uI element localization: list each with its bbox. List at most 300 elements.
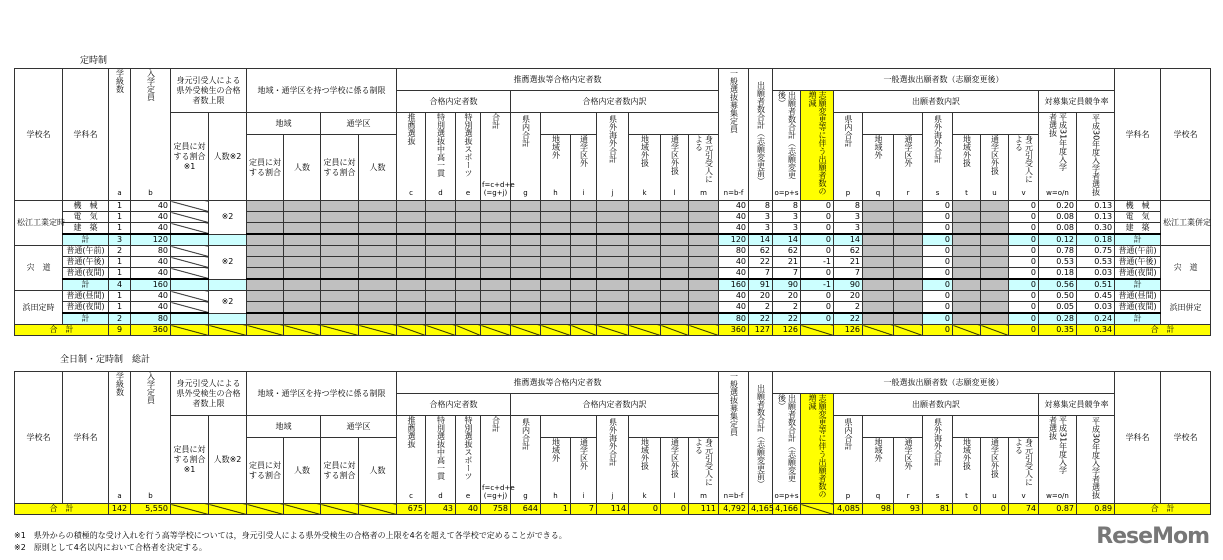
- cell-note: ※2: [209, 201, 247, 235]
- cell-b: 40: [131, 257, 171, 268]
- header-in-pref: [511, 416, 541, 504]
- empty-cell: [481, 302, 511, 314]
- cell-v: 74: [1009, 504, 1039, 515]
- header-area-limit: [247, 372, 397, 416]
- empty-cell: [456, 257, 481, 268]
- header-label: 学科名: [73, 129, 98, 139]
- cell-n: 40: [719, 212, 749, 223]
- empty-cell: [511, 201, 541, 212]
- header-label: 出願者数内訳: [912, 399, 961, 409]
- empty-cell: [894, 291, 923, 302]
- header-label: 地域外扱: [962, 135, 972, 167]
- cell-w: 0.05: [1039, 302, 1077, 314]
- header-dept: [1115, 69, 1161, 201]
- empty-cell: [953, 212, 981, 223]
- cell-diff: 0: [801, 313, 834, 325]
- empty-cell: [629, 223, 661, 235]
- cell-a: 2: [109, 246, 131, 257]
- header-label: 地域: [275, 118, 292, 128]
- column-letter: b: [148, 189, 153, 197]
- header-area: [247, 416, 321, 438]
- cell-n: 120: [719, 234, 749, 246]
- empty-cell: [661, 268, 689, 280]
- cell-a: 1: [109, 268, 131, 280]
- empty-cell: [689, 223, 719, 235]
- column-letter: r: [906, 189, 910, 197]
- cell-diff: -1: [801, 279, 834, 291]
- cell-v: 0: [1009, 268, 1039, 280]
- slash-cell: [284, 504, 321, 515]
- column-letter: w=o/n: [1046, 189, 1069, 197]
- slash-cell: [894, 325, 923, 336]
- header-change: [801, 394, 834, 504]
- header-label: 学科名: [1125, 432, 1150, 442]
- empty-cell: [541, 201, 571, 212]
- empty-cell: [863, 302, 894, 314]
- empty-cell: [284, 302, 321, 314]
- cell-r30: 0.13: [1077, 201, 1115, 212]
- empty-cell: [321, 234, 359, 246]
- cell-w: 0.53: [1039, 257, 1077, 268]
- cell-s: 0: [923, 279, 953, 291]
- empty-cell: [597, 268, 629, 280]
- header-label: 出願者数合計（志願変更前）: [756, 384, 766, 488]
- cell-pre: 7: [749, 268, 773, 280]
- header-guarantor: [689, 438, 719, 504]
- header-label: 入学定員: [146, 372, 156, 404]
- empty-cell: [571, 291, 597, 302]
- header-label: 出願者数合計（志願変更後）: [777, 91, 797, 179]
- header-label: 特別選抜中高一貫: [436, 416, 446, 480]
- empty-cell: [541, 257, 571, 268]
- cell-school: 宍 道: [15, 246, 63, 291]
- empty-cell: [629, 302, 661, 314]
- empty-cell: [511, 246, 541, 257]
- header-label: 県外海外合計: [933, 418, 943, 466]
- empty-cell: [456, 279, 481, 291]
- header-dept: [63, 69, 109, 201]
- cell-o: 20: [773, 291, 801, 302]
- header-general-cap: [719, 372, 749, 504]
- slash-cell: [397, 325, 426, 336]
- header-guarantor: [689, 135, 719, 201]
- header-guarantor: [1009, 135, 1039, 201]
- column-letter: q: [875, 492, 881, 500]
- empty-cell: [689, 268, 719, 280]
- header-count2: [209, 113, 247, 201]
- header-label: 通学区外: [579, 438, 589, 470]
- empty-cell: [426, 201, 456, 212]
- header-label: 合格内定者数: [429, 399, 478, 409]
- empty-cell: [894, 313, 923, 325]
- header-area-limit: [247, 69, 397, 113]
- cell-o: 8: [773, 201, 801, 212]
- empty-cell: [661, 246, 689, 257]
- cell-n: 160: [719, 279, 749, 291]
- header-school: [15, 69, 63, 201]
- header-area-out: [629, 135, 661, 201]
- empty-cell: [511, 223, 541, 235]
- header-ratio-title: [1039, 91, 1115, 113]
- empty-cell: [359, 279, 397, 291]
- cell-r30: 0.13: [1077, 212, 1115, 223]
- header-blank: [541, 113, 597, 135]
- empty-cell: [284, 234, 321, 246]
- empty-cell: [359, 234, 397, 246]
- cell-w: 0.56: [1039, 279, 1077, 291]
- table-row: [15, 212, 1211, 223]
- empty-cell: [541, 279, 571, 291]
- cell-p: 2: [834, 302, 863, 314]
- column-letter: w=o/n: [1046, 492, 1069, 500]
- header-area-ratio: [321, 438, 359, 504]
- header-dept: [63, 372, 109, 504]
- empty-cell: [426, 313, 456, 325]
- header-label: 地域外扱: [962, 438, 972, 470]
- section-title-grand-total: 全日制・定時制 総計: [60, 355, 151, 365]
- cell-pre: 91: [749, 279, 773, 291]
- header-label: 通学区外: [579, 135, 589, 167]
- empty-cell: [689, 302, 719, 314]
- header-label: 定員に対する割合: [249, 460, 281, 480]
- cell-b: 40: [131, 201, 171, 212]
- header-count2: [209, 416, 247, 504]
- empty-cell: [541, 268, 571, 280]
- header-label: 県外海外合計: [608, 115, 618, 163]
- header-district: [321, 416, 397, 438]
- cell-dept: 計: [63, 313, 109, 325]
- cell-dept: 機 械: [63, 201, 109, 212]
- empty-cell: [953, 279, 981, 291]
- header-label: 人数※2: [213, 454, 242, 464]
- empty-cell: [481, 257, 511, 268]
- empty-cell: [426, 268, 456, 280]
- empty-cell: [571, 246, 597, 257]
- cell-diff: 0: [801, 234, 834, 246]
- header-label: 推薦選抜等合格内定者数: [513, 377, 602, 387]
- header-school: [1161, 372, 1211, 504]
- header-label: 人数: [369, 465, 386, 475]
- column-letter: e: [465, 189, 471, 197]
- empty-cell: [689, 246, 719, 257]
- header-gen-title: [773, 372, 1115, 394]
- header-h30: [1077, 113, 1115, 201]
- header-dept: [1115, 372, 1161, 504]
- empty-cell: [953, 234, 981, 246]
- slash-cell: [953, 325, 981, 336]
- header-out-pref: [923, 416, 953, 504]
- header-label: 通学区外扱: [670, 438, 680, 478]
- header-out-district: [571, 135, 597, 201]
- cell-r30: 0.18: [1077, 234, 1115, 246]
- cell-dept: 計: [63, 234, 109, 246]
- empty-cell: [209, 234, 247, 246]
- empty-cell: [247, 223, 284, 235]
- empty-cell: [597, 313, 629, 325]
- cell-b: 160: [131, 279, 171, 291]
- column-letter: c: [409, 189, 413, 197]
- cell-s: 0: [923, 234, 953, 246]
- header-blank: [953, 416, 1039, 438]
- header-label: 地域・通学区を持つ学校に係る制限: [257, 388, 386, 398]
- header-out-area: [863, 438, 894, 504]
- header-label: 通学区: [346, 118, 371, 128]
- cell-n: 360: [719, 325, 749, 336]
- cell-n: 80: [719, 313, 749, 325]
- slash-cell: [863, 325, 894, 336]
- empty-cell: [284, 291, 321, 302]
- empty-cell: [597, 212, 629, 223]
- cell-school_right: 松江工業併定: [1161, 201, 1211, 246]
- table-row: [15, 291, 1211, 302]
- header-rec: [397, 416, 426, 504]
- empty-cell: [863, 279, 894, 291]
- slash-cell: [597, 325, 629, 336]
- empty-cell: [247, 268, 284, 280]
- column-letter: t: [965, 492, 968, 500]
- empty-cell: [894, 212, 923, 223]
- cell-a: 4: [109, 279, 131, 291]
- empty-cell: [981, 234, 1009, 246]
- cell-dept: 普通(午前): [1115, 246, 1161, 257]
- column-letter: j: [611, 492, 614, 500]
- cell-r30: 0.30: [1077, 223, 1115, 235]
- empty-cell: [689, 234, 719, 246]
- column-letter: u: [992, 492, 997, 500]
- slash-cell: [171, 504, 209, 515]
- cell-p: 4,085: [834, 504, 863, 515]
- column-letter: m: [700, 189, 707, 197]
- header-district: [321, 113, 397, 135]
- empty-cell: [321, 212, 359, 223]
- column-letter: q: [875, 189, 881, 197]
- empty-cell: [953, 201, 981, 212]
- header-label: 特別選抜スポーツ: [464, 113, 473, 177]
- cell-d: 43: [426, 504, 456, 515]
- empty-cell: [661, 212, 689, 223]
- header-label: 通学区外扱: [670, 135, 680, 175]
- cell-v: 0: [1009, 291, 1039, 302]
- empty-cell: [571, 234, 597, 246]
- empty-cell: [359, 313, 397, 325]
- cell-a: 1: [109, 257, 131, 268]
- column-letter: a: [117, 492, 122, 500]
- empty-cell: [689, 279, 719, 291]
- cell-o: 2: [773, 302, 801, 314]
- empty-cell: [456, 313, 481, 325]
- table-row: [15, 268, 1211, 280]
- empty-cell: [456, 223, 481, 235]
- header-rec-count: [397, 91, 511, 113]
- empty-cell: [511, 234, 541, 246]
- header-guarantor: [1009, 438, 1039, 504]
- empty-cell: [661, 291, 689, 302]
- empty-cell: [481, 201, 511, 212]
- cell-p: 21: [834, 257, 863, 268]
- cell-n: 40: [719, 302, 749, 314]
- header-label: 県内合計: [521, 418, 531, 450]
- empty-cell: [511, 279, 541, 291]
- header-blank: [541, 416, 597, 438]
- empty-cell: [426, 291, 456, 302]
- empty-cell: [863, 257, 894, 268]
- empty-cell: [284, 201, 321, 212]
- header-out-district: [571, 438, 597, 504]
- empty-cell: [863, 234, 894, 246]
- cell-e: 40: [456, 504, 481, 515]
- empty-cell: [541, 302, 571, 314]
- slash-cell: [661, 325, 689, 336]
- cell-p: 7: [834, 268, 863, 280]
- empty-cell: [629, 313, 661, 325]
- cell-v: 0: [1009, 313, 1039, 325]
- column-letter: p: [845, 492, 851, 500]
- header-ratio1: [171, 416, 209, 504]
- header-label: 定員に対する割合※1: [173, 141, 206, 171]
- column-letter: o=p+s: [774, 189, 799, 197]
- cell-w: 0.50: [1039, 291, 1077, 302]
- empty-cell: [629, 257, 661, 268]
- cell-r30: 0.45: [1077, 291, 1115, 302]
- cell-diff: 0: [801, 223, 834, 235]
- cell-w: 0.35: [1039, 325, 1077, 336]
- header-label: 出願者数内訳: [912, 96, 961, 106]
- header-label: 合格内定者数内訳: [582, 96, 647, 106]
- empty-cell: [953, 291, 981, 302]
- header-rec-title: [397, 372, 719, 394]
- empty-cell: [571, 212, 597, 223]
- header-gen-title: [773, 69, 1115, 91]
- slash-cell: [247, 325, 284, 336]
- cell-label: 合 計: [15, 504, 109, 515]
- cell-s: 0: [923, 291, 953, 302]
- header-label: 推薦選抜: [407, 416, 416, 448]
- header-label: 地域外: [551, 438, 561, 462]
- header-area-count: [359, 438, 397, 504]
- empty-cell: [597, 223, 629, 235]
- header-district-out: [981, 135, 1009, 201]
- cell-w: 0.78: [1039, 246, 1077, 257]
- empty-cell: [359, 246, 397, 257]
- table-row: [15, 201, 1211, 212]
- cell-o: 7: [773, 268, 801, 280]
- column-letter: d: [438, 189, 443, 197]
- empty-cell: [456, 212, 481, 223]
- header-label: 志願変更等に伴う出願者数の増減: [808, 91, 828, 195]
- empty-cell: [571, 313, 597, 325]
- cell-r30: 0.24: [1077, 313, 1115, 325]
- cell-r30: 0.75: [1077, 246, 1115, 257]
- header-label: 地域外扱: [640, 135, 650, 167]
- slash-cell: [629, 325, 661, 336]
- empty-cell: [981, 279, 1009, 291]
- table-row: [15, 257, 1211, 268]
- cell-v: 0: [1009, 257, 1039, 268]
- header-general-cap: [719, 69, 749, 201]
- column-letter: l: [673, 492, 676, 500]
- cell-b: 120: [131, 234, 171, 246]
- column-letter: m: [700, 492, 707, 500]
- cell-s: 0: [923, 246, 953, 257]
- header-label: 人数: [369, 162, 386, 172]
- cell-v: 0: [1009, 279, 1039, 291]
- column-letter: s: [935, 492, 940, 500]
- slash-cell: [171, 246, 209, 257]
- empty-cell: [689, 291, 719, 302]
- cell-a: 2: [109, 313, 131, 325]
- cell-dept: 普通(午後): [63, 257, 109, 268]
- header-apps-before: [749, 372, 773, 504]
- subtotal-row: [15, 234, 1211, 246]
- cell-a: 1: [109, 302, 131, 314]
- empty-cell: [359, 257, 397, 268]
- column-letter: f=c+d+e (=g+j): [482, 181, 515, 197]
- empty-cell: [894, 268, 923, 280]
- cell-dept: 電 気: [63, 212, 109, 223]
- cell-k: 0: [629, 504, 661, 515]
- slash-cell: [171, 302, 209, 314]
- empty-cell: [481, 313, 511, 325]
- empty-cell: [629, 268, 661, 280]
- cell-s: 0: [923, 268, 953, 280]
- header-label: 学科名: [1125, 129, 1150, 139]
- empty-cell: [541, 313, 571, 325]
- header-label: 地域外扱: [640, 438, 650, 470]
- header-school: [15, 372, 63, 504]
- slash-cell: [801, 325, 834, 336]
- slash-cell: [171, 325, 209, 336]
- empty-cell: [247, 201, 284, 212]
- header-area-ratio: [247, 438, 284, 504]
- empty-cell: [247, 246, 284, 257]
- cell-dept: 計: [63, 279, 109, 291]
- cell-diff: 0: [801, 212, 834, 223]
- header-label: 人数: [294, 162, 310, 172]
- empty-cell: [571, 257, 597, 268]
- header-area-count: [284, 135, 321, 201]
- cell-o: 22: [773, 313, 801, 325]
- column-letter: r: [906, 492, 910, 500]
- slash-cell: [284, 325, 321, 336]
- header-out-pref: [923, 113, 953, 201]
- empty-cell: [397, 291, 426, 302]
- cell-p: 3: [834, 212, 863, 223]
- cell-school_right: 浜田併定: [1161, 291, 1211, 325]
- header-blank: [629, 113, 719, 135]
- cell-g: 644: [511, 504, 541, 515]
- cell-o: 4,166: [773, 504, 801, 515]
- header-district-out: [661, 135, 689, 201]
- empty-cell: [456, 246, 481, 257]
- empty-cell: [397, 279, 426, 291]
- slash-cell: [426, 325, 456, 336]
- empty-cell: [456, 302, 481, 314]
- empty-cell: [541, 223, 571, 235]
- subtotal-row: [15, 279, 1211, 291]
- empty-cell: [661, 201, 689, 212]
- cell-dept: 機 械: [1115, 201, 1161, 212]
- empty-cell: [209, 279, 247, 291]
- empty-cell: [359, 291, 397, 302]
- header-label: 学級数: [115, 69, 125, 93]
- header-label: 入学定員: [146, 69, 156, 101]
- column-letter: d: [438, 492, 443, 500]
- header-area-out: [629, 438, 661, 504]
- empty-cell: [247, 313, 284, 325]
- empty-cell: [426, 257, 456, 268]
- subtotal-row: [15, 313, 1211, 325]
- empty-cell: [456, 291, 481, 302]
